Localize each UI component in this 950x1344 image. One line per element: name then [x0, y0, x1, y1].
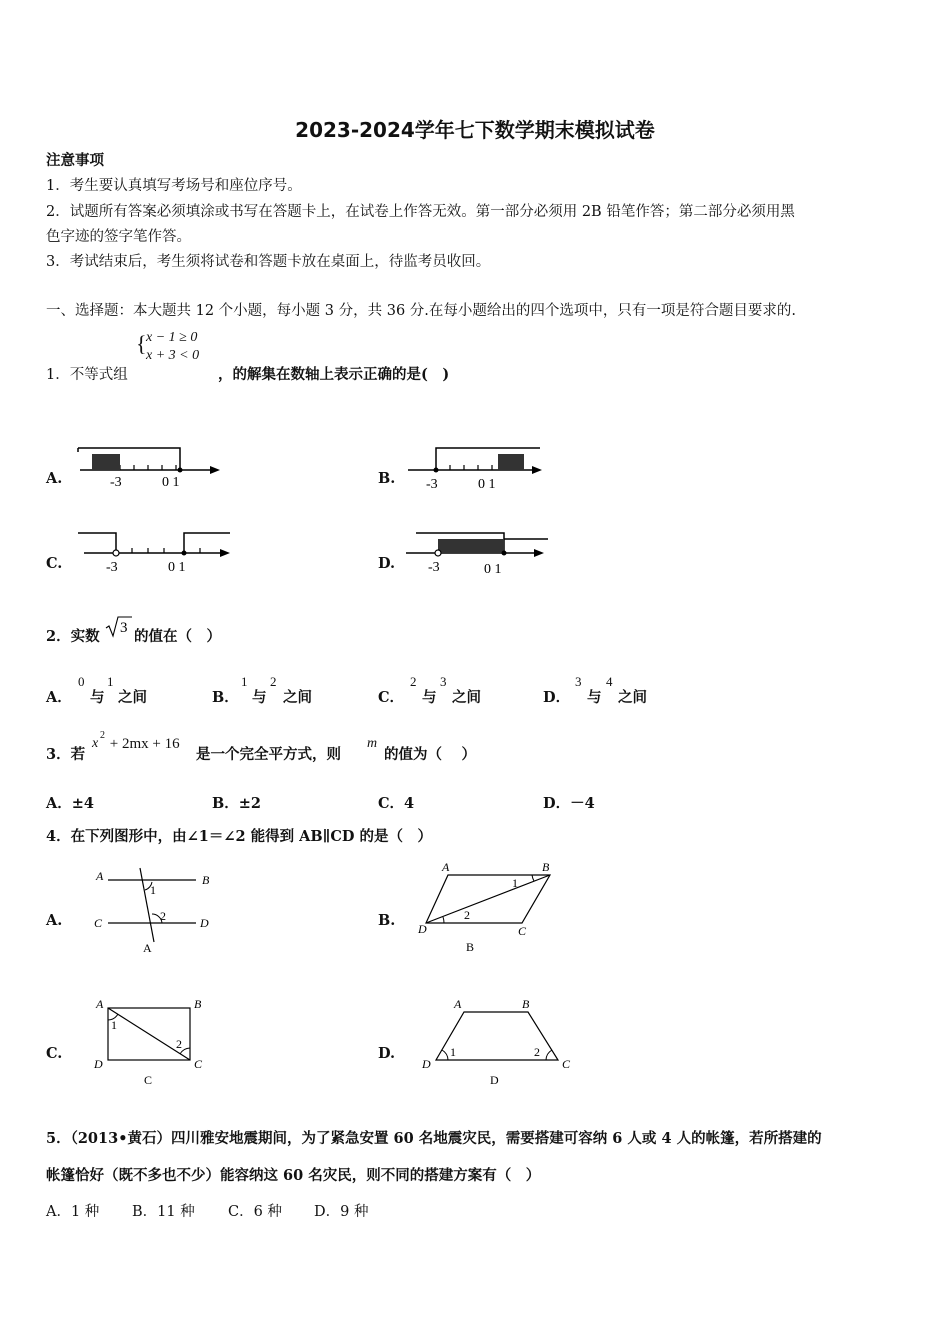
point-label: D	[422, 1057, 431, 1071]
q3-suffix: 的值为（ ）	[384, 746, 477, 763]
q1-option-c-label: C.	[46, 555, 63, 572]
q4-question: 4．在下列图形中，由∠1＝∠2 能得到 AB∥CD 的是（ ）	[46, 828, 433, 845]
point-label: D	[418, 922, 427, 936]
q3-middle: 是一个完全平方式，则	[196, 746, 341, 763]
number-line-b	[400, 440, 550, 492]
q2-c-num2: 3	[440, 674, 447, 689]
q4-option-a-label: A.	[46, 912, 63, 929]
point-label: B	[194, 997, 202, 1011]
q5-option-d: D．9 种	[314, 1204, 369, 1220]
q2-c-mid: 与	[422, 689, 437, 706]
notice-item: 1．考生要认真填写考场号和座位序号。	[46, 178, 302, 194]
tick-label: -3	[426, 477, 438, 492]
q5-option-b: B．11 种	[132, 1204, 195, 1220]
q4-option-c-label: C.	[46, 1045, 63, 1062]
q2-d-num2: 4	[606, 674, 613, 689]
figure-a	[88, 864, 218, 956]
q4-option-d-label: D.	[378, 1045, 396, 1062]
point-label: D	[200, 916, 209, 930]
q2-suffix: 的值在（ ）	[134, 628, 221, 645]
sqrt-symbol	[104, 614, 134, 638]
tick-label: -3	[106, 560, 118, 575]
angle-label: 1	[111, 1018, 117, 1032]
q1-prefix: 1．不等式组	[46, 367, 128, 383]
point-label: C	[194, 1057, 203, 1071]
point-label: B	[202, 873, 210, 887]
q3-expr-x: x	[92, 736, 99, 751]
tick-label: 0 1	[162, 475, 180, 490]
q2-b-end: 之间	[283, 689, 312, 706]
q2-a-end: 之间	[118, 689, 147, 706]
angle-label: 1	[450, 1045, 456, 1059]
q3-var: m	[367, 736, 378, 751]
tick-label: 0 1	[168, 560, 186, 575]
q3-option-c: C．4	[378, 795, 415, 812]
figure-caption: A	[143, 941, 152, 955]
q3-option-b: B．±2	[212, 795, 261, 812]
notice-item: 色字迹的签字笔作答。	[46, 229, 191, 245]
q2-d-end: 之间	[618, 689, 647, 706]
q5-option-a: A．1 种	[46, 1204, 100, 1220]
section-heading: 一、选择题：本大题共 12 个小题，每小题 3 分，共 36 分.在每小题给出的四个选项中，只有一项是符合题目要求的.	[46, 303, 796, 319]
angle-label: 1	[150, 883, 156, 897]
point-label: A	[96, 997, 104, 1011]
q2-option-d: D．	[543, 689, 571, 706]
q3-option-d: D．－4	[543, 795, 595, 812]
point-label: B	[542, 860, 550, 874]
figure-c	[88, 994, 218, 1086]
point-label: A	[442, 860, 450, 874]
point-label: A	[96, 869, 104, 883]
q1-system-line2: x + 3 < 0	[146, 348, 200, 363]
q5-option-c: C．6 种	[228, 1204, 282, 1220]
point-label: C	[562, 1057, 571, 1071]
figure-caption: C	[144, 1073, 153, 1086]
q2-a-num1: 0	[78, 674, 85, 689]
number-line-d	[400, 525, 555, 577]
number-line-c	[70, 525, 235, 577]
q3-expr-rest: + 2mx + 16	[106, 736, 180, 752]
notice-item: 2．试题所有答案必须填涂或书写在答题卡上，在试卷上作答无效。第一部分必须用 2B 铅笔作答；第二部分必须用黑	[46, 204, 795, 220]
page-title: 2023-2024学年七下数学期末模拟试卷	[295, 118, 655, 142]
angle-label: 2	[176, 1037, 182, 1051]
notice-heading: 注意事项	[46, 152, 104, 169]
q3-option-a: A．±4	[46, 795, 94, 812]
radicand: 3	[120, 620, 128, 636]
notice-item: 3．考试结束后，考生须将试卷和答题卡放在桌面上，待监考员收回。	[46, 254, 491, 270]
q2-a-mid: 与	[90, 689, 105, 706]
angle-label: 2	[160, 909, 166, 923]
angle-label: 1	[512, 876, 518, 890]
q3-expr-exp: 2	[100, 730, 105, 741]
tick-label: -3	[110, 475, 122, 490]
point-label: A	[454, 997, 462, 1011]
figure-d	[418, 994, 578, 1086]
q2-b-num1: 1	[241, 674, 248, 689]
q2-option-b: B．	[212, 689, 239, 706]
q2-option-c: C．	[378, 689, 405, 706]
point-label: C	[94, 916, 103, 930]
q2-d-num1: 3	[575, 674, 582, 689]
figure-caption: D	[490, 1073, 499, 1086]
point-label: D	[94, 1057, 103, 1071]
q2-prefix: 2．实数	[46, 628, 100, 645]
q2-a-num2: 1	[107, 674, 114, 689]
q1-system-line1: x − 1 ≥ 0	[146, 330, 198, 345]
q2-c-num1: 2	[410, 674, 417, 689]
q1-option-a-label: A.	[46, 470, 63, 487]
brace-symbol: {	[136, 331, 147, 356]
tick-label: 0 1	[484, 562, 502, 577]
q4-option-b-label: B.	[378, 912, 396, 929]
q3-prefix: 3．若	[46, 746, 86, 763]
angle-label: 2	[534, 1045, 540, 1059]
angle-label: 2	[464, 908, 470, 922]
point-label: B	[522, 997, 530, 1011]
number-line-a	[70, 440, 230, 492]
tick-label: 0 1	[478, 477, 496, 492]
q2-d-mid: 与	[587, 689, 602, 706]
tick-label: -3	[428, 560, 440, 575]
q1-suffix: ，的解集在数轴上表示正确的是( )	[218, 366, 450, 383]
point-label: C	[518, 924, 527, 938]
figure-b	[414, 857, 564, 957]
q2-option-a: A．	[46, 689, 72, 706]
q1-option-b-label: B.	[378, 470, 396, 487]
q2-b-num2: 2	[270, 674, 277, 689]
q1-option-d-label: D.	[378, 555, 396, 572]
q5-line1: 5．（2013•黄石）四川雅安地震期间，为了紧急安置 60 名地震灾民，需要搭建可容纳 6 人或 4 人的帐篷，若所搭建的	[46, 1130, 822, 1147]
q5-line2: 帐篷恰好（既不多也不少）能容纳这 60 名灾民，则不同的搭建方案有（ ）	[46, 1167, 541, 1184]
figure-caption: B	[466, 940, 475, 954]
q2-c-end: 之间	[452, 689, 481, 706]
q2-b-mid: 与	[252, 689, 267, 706]
